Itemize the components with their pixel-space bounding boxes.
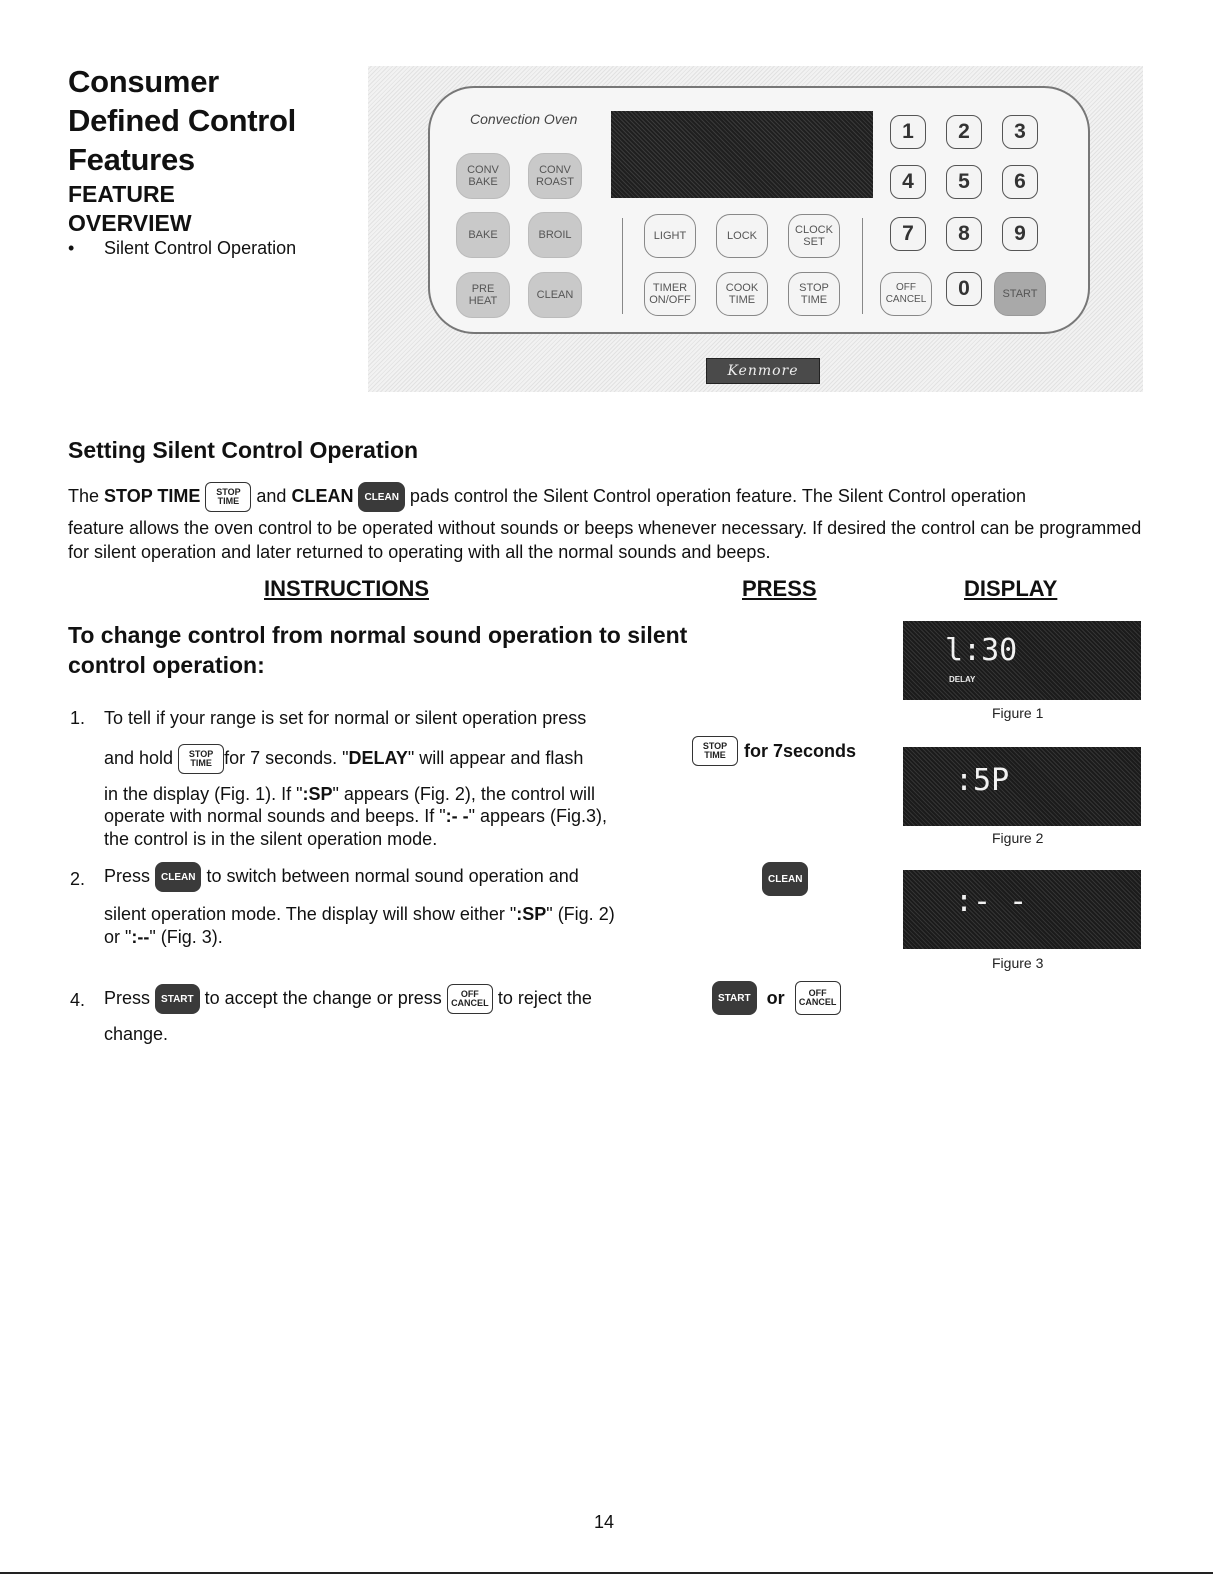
- pad-clock-set: CLOCK SET: [788, 214, 840, 258]
- pad-lock: LOCK: [716, 214, 768, 258]
- pad-off-cancel: OFF CANCEL: [880, 272, 932, 316]
- setting-heading: Setting Silent Control Operation: [68, 437, 419, 463]
- intro-first-line: [68, 482, 1026, 512]
- page-bottom-rule: [0, 1572, 1213, 1574]
- intro-stop-time: STOP TIME: [104, 485, 201, 506]
- display-figure-1: [903, 621, 1141, 700]
- step-1-line-1: To tell if your range is set for normal or silent operation press: [104, 708, 587, 728]
- intro-clean: CLEAN: [291, 485, 354, 506]
- press-or-text: or: [766, 987, 785, 1008]
- pad-number: 5: [946, 165, 982, 199]
- pad-number: 9: [1002, 217, 1038, 251]
- press-hold-text: for 7seconds: [744, 740, 857, 761]
- press-step-1: [692, 736, 856, 766]
- step-number: 4.: [70, 990, 86, 1010]
- section-title-line: Features: [68, 142, 195, 177]
- brand-logo: Kenmore: [706, 358, 820, 384]
- intro-text: pads control the Silent Control operation feature. The Silent Control operation: [404, 485, 1026, 506]
- pad-number: 2: [946, 115, 982, 149]
- start-key-icon: START: [712, 981, 757, 1015]
- bullet-icon: •: [68, 238, 75, 258]
- display-heading: DISPLAY: [964, 576, 1058, 601]
- procedure-heading: To change control from normal sound operation to silent control operation:: [68, 622, 688, 678]
- display-readout: :- -: [955, 884, 1028, 919]
- figure-caption: Figure 2: [992, 830, 1044, 846]
- off-cancel-key-icon: OFF CANCEL: [447, 984, 493, 1014]
- step-2-line-1: Press CLEAN to switch between normal sound operation and: [104, 862, 579, 892]
- intro-paragraph: feature allows the oven control to be operated without sounds or beeps whenever necessary. If desired the control can be programmed for silent operation and later returned to operating with all the normal sounds and beeps.: [68, 518, 1142, 562]
- pad-conv-bake: CONV BAKE: [456, 153, 510, 199]
- instructions-heading: INSTRUCTIONS: [264, 576, 429, 601]
- pad-light: LIGHT: [644, 214, 696, 258]
- intro-text: The: [68, 485, 105, 506]
- pad-number: 1: [890, 115, 926, 149]
- pad-conv-roast: CONV ROAST: [528, 153, 582, 199]
- page-number: 14: [594, 1512, 615, 1532]
- step-2-line-2: silent operation mode. The display will show either ":SP" (Fig. 2): [104, 904, 615, 924]
- intro-text: and: [251, 485, 292, 506]
- bullet-text: Silent Control Operation: [104, 238, 297, 258]
- start-key-icon: START: [155, 984, 200, 1014]
- pad-number: 7: [890, 217, 926, 251]
- pad-stop-time: STOP TIME: [788, 272, 840, 316]
- panel-title: Convection Oven: [470, 111, 578, 127]
- pad-clean: CLEAN: [528, 272, 582, 318]
- pad-start: START: [994, 272, 1046, 316]
- pad-pre-heat: PRE HEAT: [456, 272, 510, 318]
- stop-time-key-icon: STOP TIME: [692, 736, 738, 766]
- section-title-line: Consumer: [68, 64, 219, 99]
- feature-heading-line: FEATURE: [68, 181, 175, 207]
- display-readout: :5P: [955, 763, 1010, 798]
- press-step-2: [762, 862, 808, 896]
- clean-key-icon: CLEAN: [358, 482, 404, 512]
- off-cancel-key-icon: OFF CANCEL: [795, 981, 841, 1015]
- pad-bake: BAKE: [456, 212, 510, 258]
- section-title: [68, 62, 296, 179]
- step-number: 2.: [70, 869, 86, 889]
- display-figure-3: [903, 870, 1141, 949]
- pad-number: 0: [946, 272, 982, 306]
- step-1-line-5: the control is in the silent operation mode.: [104, 829, 438, 849]
- feature-heading-line: OVERVIEW: [68, 210, 192, 236]
- panel-divider: [862, 218, 863, 314]
- figure-caption: Figure 3: [992, 955, 1044, 971]
- feature-overview-heading: [68, 180, 192, 238]
- section-title-line: Defined Control: [68, 103, 296, 138]
- stop-time-key-icon: STOP TIME: [178, 744, 224, 774]
- clean-key-icon: CLEAN: [762, 862, 808, 896]
- panel-divider: [622, 218, 623, 314]
- step-2-line-3: or ":--" (Fig. 3).: [104, 927, 223, 947]
- pad-number: 4: [890, 165, 926, 199]
- clean-key-icon: CLEAN: [155, 862, 201, 892]
- pad-cook-time: COOK TIME: [716, 272, 768, 316]
- step-1-line-2: and hold STOP TIME for 7 seconds. "DELAY" will appear and flash: [104, 744, 583, 774]
- step-number: 1.: [70, 708, 86, 728]
- stop-time-key-icon: STOP TIME: [205, 482, 251, 512]
- step-4-line-2: change.: [104, 1024, 169, 1044]
- display-readout: l:30: [945, 633, 1018, 668]
- press-heading: PRESS: [742, 576, 817, 601]
- feature-bullet: [68, 238, 296, 259]
- display-figure-2: [903, 747, 1141, 826]
- pad-number: 3: [1002, 115, 1038, 149]
- pad-timer-on-off: TIMER ON/OFF: [644, 272, 696, 316]
- figure-caption: Figure 1: [992, 705, 1044, 721]
- display-delay-indicator: DELAY: [949, 675, 976, 684]
- step-4-line-1: Press START to accept the change or press OFF CANCEL to reject the: [104, 984, 592, 1014]
- panel-display-screen: [611, 111, 873, 198]
- pad-broil: BROIL: [528, 212, 582, 258]
- pad-number: 6: [1002, 165, 1038, 199]
- step-1-line-4: operate with normal sounds and beeps. If ":- -" appears (Fig.3),: [104, 806, 608, 826]
- press-step-4: [712, 981, 841, 1015]
- step-1-line-3: in the display (Fig. 1). If ":SP" appears (Fig. 2), the control will: [104, 784, 595, 804]
- pad-number: 8: [946, 217, 982, 251]
